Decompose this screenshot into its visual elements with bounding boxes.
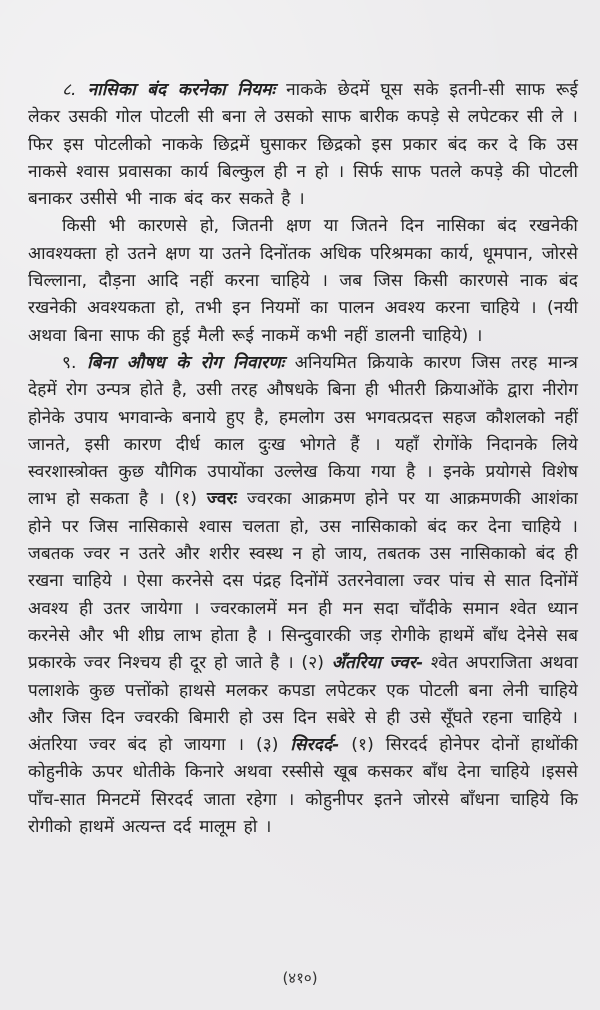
- section-9-intro: अनियमित क्रियाके कारण जिस तरह मान्त्र देहमें रोग उन्पत्र होते है, उसी तरह औषधके बिना ही भीतरी क्रियाओंके द्वारा नीरोग होनेके उपाय भगवान्के बनाये हुए है, हमलोग उस भगवत्प्रदत्त सहज कौशलको नहीं जानते, इसी कारण दीर्ध काल दुःख भोगते हैं । यहाँ रोगोंके निदानके लिये स्वरशास्त्रोक्त कुछ यौगिक उपायोंका उल्लेख किया गया है । इनके प्रयोगसे विशेष लाभ हो सकता है ।: [28, 352, 578, 510]
- section-8-body: नाकके छेदमें घूस सके इतनी-सी साफ रूई लेकर उसकी गोल पोटली सी बना ले उसको साफ बारीक कपड़े से लपेटकर सी ले । फिर इस पोटलीको नाकके छिद्रमें घुसाकर छिद्रको इस प्रकार बंद कर दे कि उस नाकसे श्वास प्रवासका कार्य बिल्कुल ही न हो । सिर्फ साफ पतले कपड़े की पोटली बनाकर उसीसे भी नाक बंद कर सकते है ।: [28, 80, 578, 210]
- sub-2-title: अँतरिया ज्वर-: [331, 653, 424, 674]
- sub-3-body: (१) सिरदर्द होनेपर दोनों हाथोंकी कोहुनीके ऊपर धोतीके किनारे अथवा रस्सीसे खूब कसकर बाँध देना चाहिये ।इससे पाँच-सात मिनटमें सिरदर्द जाता रहेगा । कोहुनीपर इतने जोरसे बाँधना चाहिये कि रोगीको हाथमें अत्यन्त दर्द मालूम हो ।: [28, 735, 578, 838]
- sub-1-label: (१): [174, 489, 207, 510]
- section-8-number: ८.: [62, 80, 77, 100]
- section-8-paragraph-2: किसी भी कारणसे हो, जितनी क्षण या जितने दिन नासिका बंद रखनेकी आवश्यक्ता हो उतने क्षण या उतने दिनोंतक अधिक परिश्रमका कार्य, धूमपान, जोरसे चिल्लाना, दौड़ना आदि नहीं करना चाहिये । जब जिस किसी कारणसे नाक बंद रखनेकी अवश्यकता हो, तभी इन नियमों का पालन अवश्य करना चाहिये । (नयी अथवा बिना साफ की हुई मैली रूई नाकमें कभी नहीं डालनी चाहिये) ।: [28, 216, 578, 346]
- section-9-title: बिना औषध के रोग निवारणः: [87, 352, 285, 373]
- section-8-paragraph: [28, 77, 578, 213]
- section-8-title: नासिका बंद करनेका नियमः: [87, 80, 276, 100]
- page-number: (४१०): [282, 969, 318, 987]
- sub-1-title: ज्वरः: [206, 489, 238, 510]
- sub-2-label: (२): [301, 653, 332, 674]
- book-page: [28, 77, 578, 841]
- sub-3-label: (३): [255, 735, 291, 756]
- section-9-number: ९.: [62, 352, 77, 373]
- sub-2-body: श्वेत अपराजिता अथवा पलाशके कुछ पत्तोंको हाथसे मलकर कपडा लपेटकर एक पोटली बना लेनी चाहिये और जिस दिन ज्वरकी बिमारी हो उस दिन सबेरे से ही उसे सूँघते रहना चाहिये । अंतरिया ज्वर बंद हो जायगा ।: [28, 653, 578, 756]
- sub-3-title: सिरदर्द-: [290, 735, 340, 756]
- section-9-paragraph: [28, 350, 578, 841]
- sub-1-body: ज्वरका आक्रमण होने पर या आक्रमणकी आशंका होने पर जिस नासिकासे श्वास चलता हो, उस नासिकाको बंद कर देना चाहिये । जबतक ज्वर न उतरे और शरीर स्वस्थ न हो जाय, तबतक उस नासिकाको बंद ही रखना चाहिये । ऐसा करनेसे दस पंद्रह दिनोंमें उतरनेवाला ज्वर पांच से सात दिनोंमें अवश्य ही उतर जायेगा । ज्वरकालमें मन ही मन सदा चाँदीके समान श्वेत ध्यान करनेसे और भी शीघ्र लाभ होता है । सिन्दुवारकी जड़ रोगीके हाथमें बाँध देनेसे सब प्रकारके ज्वर निश्चय ही दूर हो जाते है ।: [28, 489, 578, 674]
